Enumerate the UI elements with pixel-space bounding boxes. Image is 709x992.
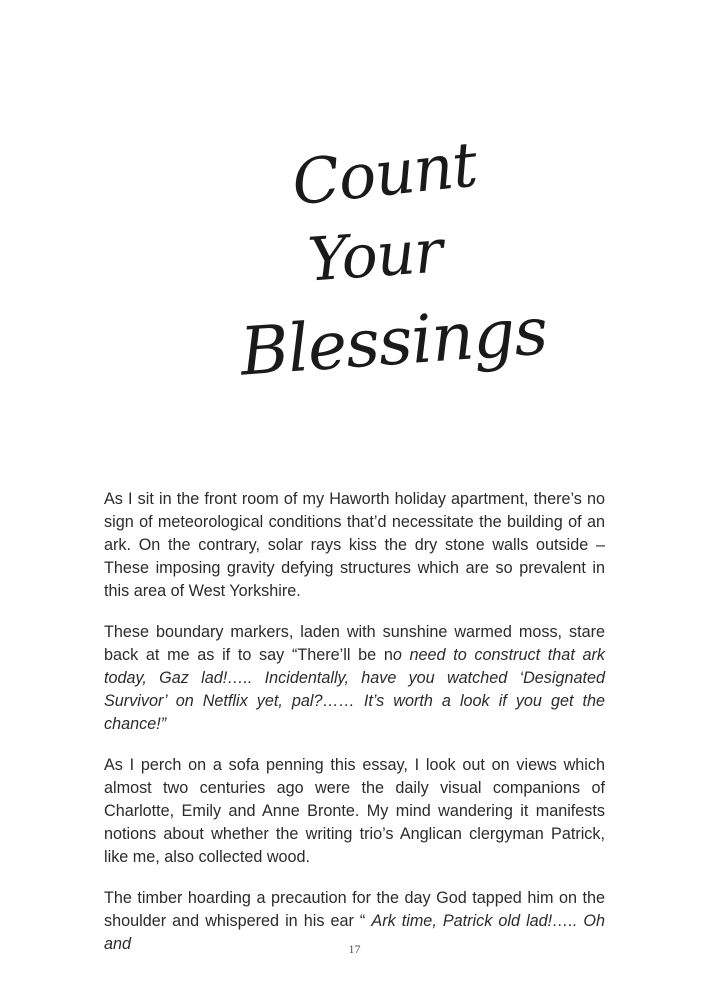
paragraph-1: As I sit in the front room of my Haworth holiday apartment, there’s no sign of meteorological conditions that’d necessitate the building of an ark. On the contrary, solar rays kiss the dry stone walls outside – These imposing gravity defying structures which are so prevalent in this area of West Yorkshire. [104,490,605,600]
paragraph-4-plain: The timber hoarding a precaution for the day God tapped him on the shoulder and whispered in his ear “ [104,889,605,930]
title-line-your: Your [305,216,445,296]
title-line-blessings: Blessings [237,292,550,391]
title-line-count: Count [288,127,480,220]
paragraph-3: As I perch on a sofa penning this essay, I look out on views which almost two centuries ago were the daily visual companions of Charlotte, Emily and Anne Bronte. My mind wandering it manifests notions about whether the writing trio’s Anglican clergyman Patrick, like me, also collected wood. [104,756,605,866]
chapter-title [200,127,550,425]
paragraph-2-plain: These boundary markers, laden with sunshine warmed moss, stare back at me as if to say “There’ll be n [104,623,605,664]
body-text [104,488,605,974]
paragraph-4-italic: Ark time, Patrick old lad!….. Oh and [104,912,605,953]
page-number: 17 [348,942,361,956]
paragraph-2-italic: o need to construct that ark today, Gaz lad!….. Incidentally, have you watched ‘Designated Survivor’ on Netflix yet, pal?…… It’s worth a look if you get the chance!” [104,646,605,733]
paragraph-2 [104,621,605,736]
